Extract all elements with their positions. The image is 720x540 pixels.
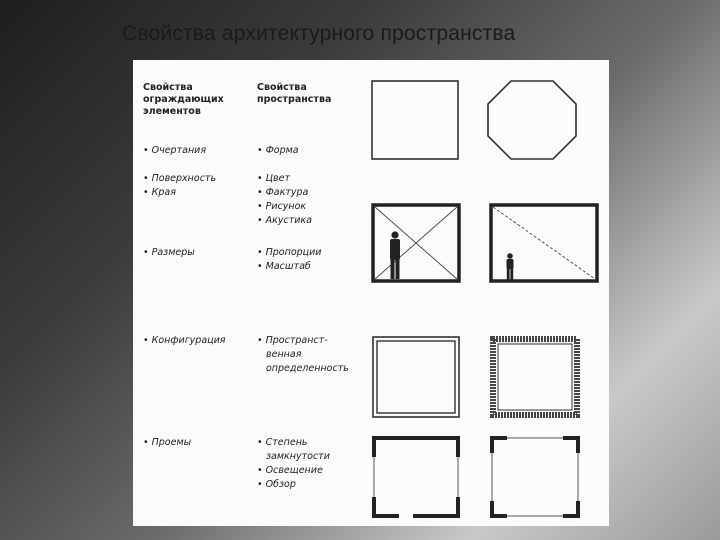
person-figure-large bbox=[390, 231, 400, 279]
right-item-scale: • Масштаб bbox=[257, 260, 311, 274]
right-item-enclosure-1: • Степень bbox=[257, 436, 308, 450]
col2-header: Свойства пространства bbox=[257, 82, 332, 105]
right-item-proportions: • Пропорции bbox=[257, 246, 321, 260]
person-figure-small bbox=[507, 253, 514, 279]
left-item-configuration: • Конфигурация bbox=[143, 334, 226, 348]
right-item-definition-3: определенность bbox=[266, 363, 349, 374]
right-item-definition-2: венная bbox=[266, 349, 302, 360]
right-item-lighting: • Освещение bbox=[257, 464, 323, 478]
right-item-enclosure-2: замкнутости bbox=[266, 451, 330, 462]
right-item-form: • Форма bbox=[257, 144, 299, 158]
slide-title: Свойства архитектурного пространства bbox=[122, 22, 516, 45]
left-item-size: • Размеры bbox=[143, 246, 195, 260]
right-item-color: • Цвет bbox=[257, 172, 290, 186]
right-item-acoustics: • Акустика bbox=[257, 214, 312, 228]
openings-square-figure bbox=[371, 435, 461, 519]
left-item-openings: • Проемы bbox=[143, 436, 191, 450]
left-item-surface: • Поверхность bbox=[143, 172, 216, 186]
col1-header: Свойства ограждающих элементов bbox=[143, 82, 224, 117]
right-item-definition-1: • Пространст- bbox=[257, 334, 328, 348]
openings-corners-figure bbox=[489, 435, 581, 519]
scale-square-wide-figure bbox=[489, 203, 601, 283]
scale-square-large-figure bbox=[371, 203, 461, 283]
right-item-view: • Обзор bbox=[257, 478, 296, 492]
octagon-form-figure bbox=[487, 80, 579, 162]
square-form-figure bbox=[371, 80, 461, 162]
configuration-thick-square-figure bbox=[489, 335, 581, 419]
right-item-pattern: • Рисунок bbox=[257, 200, 306, 214]
configuration-square-figure bbox=[371, 335, 461, 419]
diagram-panel bbox=[133, 60, 609, 526]
left-item-shape-outline: • Очертания bbox=[143, 144, 206, 158]
right-item-texture: • Фактура bbox=[257, 186, 308, 200]
left-item-edges: • Края bbox=[143, 186, 176, 200]
